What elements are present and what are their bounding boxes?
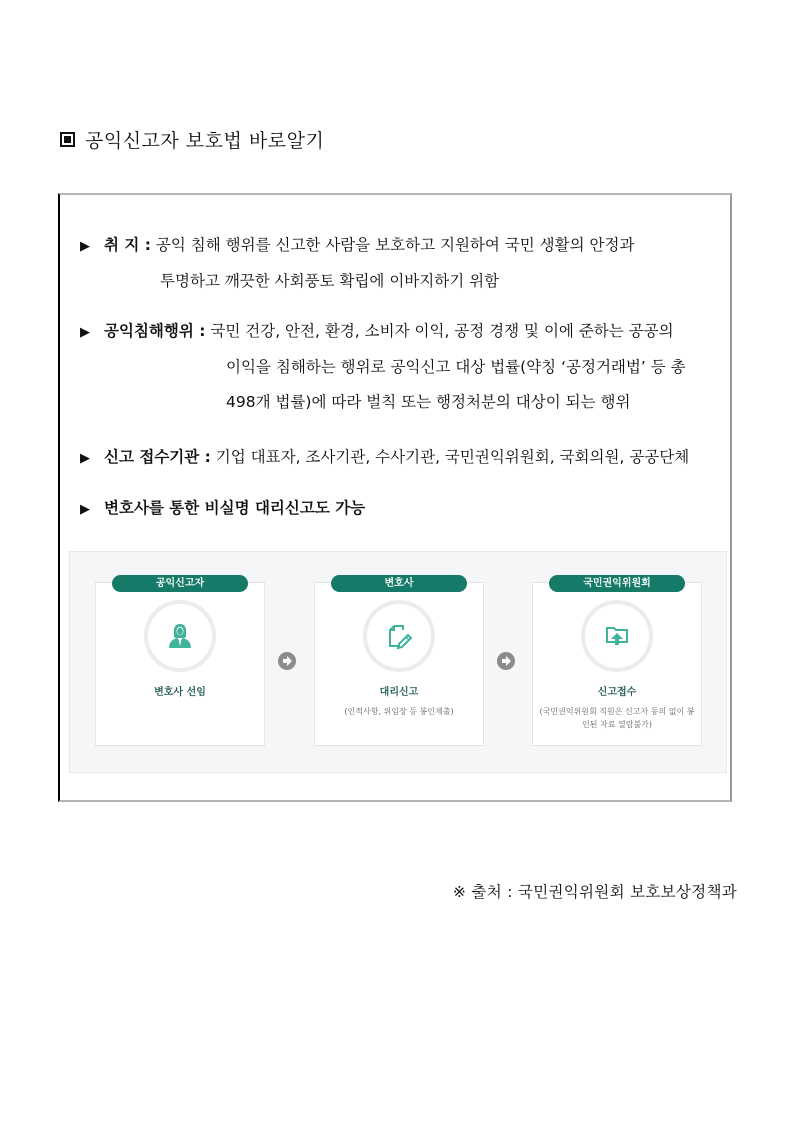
receiving-agency-label: 신고 접수기관 : (104, 448, 211, 466)
violation-text-line-1: 국민 건강, 안전, 환경, 소비자 이익, 공정 경쟁 및 이에 준하는 공공의 (210, 322, 674, 340)
flow-arrow-icon (278, 652, 296, 670)
triangle-bullet-icon: ▶ (80, 239, 90, 254)
step-pill: 공익신고자 (112, 575, 248, 592)
receiving-agency-item (80, 447, 689, 469)
violation-text-line-2: 이익을 침해하는 행위로 공익신고 대상 법률(약칭 ‘공정거래법’ 등 총 (226, 358, 686, 376)
step-icon-ring (144, 600, 216, 672)
anonymous-report-label: 변호사를 통한 비실명 대리신고도 가능 (104, 499, 366, 517)
page-title-text: 공익신고자 보호법 바로알기 (85, 130, 325, 152)
document-edit-icon (385, 622, 413, 650)
purpose-text-line-1: 공익 침해 행위를 신고한 사람을 보호하고 지원하여 국민 생활의 안정과 (155, 236, 635, 254)
receiving-agency-text: 기업 대표자, 조사기관, 수사기관, 국민권익위원회, 국회의원, 공공단체 (215, 448, 690, 466)
violation-label: 공익침해행위 : (104, 322, 206, 340)
step-card-lawyer (314, 578, 484, 746)
step-icon-ring (363, 600, 435, 672)
triangle-bullet-icon: ▶ (80, 502, 90, 517)
page-title (60, 126, 324, 153)
triangle-bullet-icon: ▶ (80, 451, 90, 466)
step-desc: (인적사항, 위임장 등 봉인제출) (344, 707, 454, 716)
step-card-acrc (532, 578, 702, 746)
process-diagram (69, 551, 727, 773)
step-card-whistleblower (95, 578, 265, 746)
purpose-text-line-2: 투명하고 깨끗한 사회풍토 확립에 이바지하기 위함 (160, 272, 500, 290)
step-desc: (국민권익위원회 직원은 신고자 동의 없이 봉인된 자료 열람불가) (539, 707, 695, 729)
triangle-bullet-icon: ▶ (80, 325, 90, 340)
violation-text-line-3: 498개 법률)에 따라 벌칙 또는 행정처분의 대상이 되는 행위 (226, 393, 631, 411)
step-title: 신고접수 (597, 687, 637, 698)
lawyer-icon (166, 622, 194, 650)
step-pill: 국민권익위원회 (549, 575, 685, 592)
step-icon-ring (581, 600, 653, 672)
flow-arrow-icon (497, 652, 515, 670)
square-bullet-icon (60, 132, 75, 147)
folder-upload-icon (603, 622, 631, 650)
step-title: 대리신고 (379, 687, 419, 698)
purpose-item (80, 235, 720, 257)
purpose-label: 취 지 : (104, 236, 151, 254)
anonymous-report-item (80, 498, 365, 520)
step-pill: 변호사 (331, 575, 467, 592)
info-box (58, 193, 732, 802)
step-title: 변호사 선임 (154, 687, 206, 698)
source-note: ※ 출처 : 국민권익위원회 보호보상정책과 (452, 883, 737, 901)
violation-item (80, 321, 720, 343)
